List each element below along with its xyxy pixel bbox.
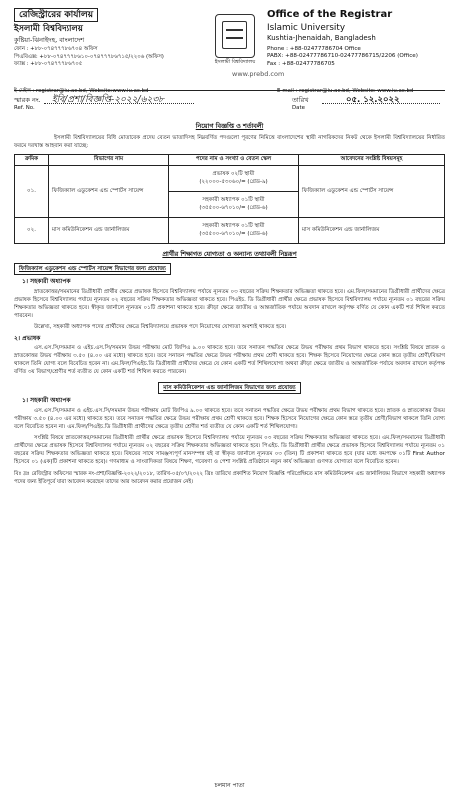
post-name: সহকারী অধ্যাপক ০১টি স্থায়ী bbox=[202, 222, 265, 229]
date-label: তারিখ bbox=[292, 96, 309, 104]
row-subjects: ফিজিক্যাল এডুকেশন এন্ড স্পোর্টস সায়েন্স bbox=[299, 166, 445, 218]
pess-assistant-professor-heading: ১। সহকারী অধ্যাপক bbox=[22, 278, 71, 286]
location-bn: কুষ্টিয়া-ঝিনাইদহ, বাংলাদেশ bbox=[14, 35, 85, 44]
row-department: ফিজিক্যাল এডুকেশন এন্ড স্পোর্টস সায়েন্স bbox=[49, 166, 169, 218]
notice-title: নিয়োগ বিজ্ঞপ্তি ও শর্তাবলী bbox=[195, 123, 264, 130]
pess-note: উল্লেখ্য, সহকারী অধ্যাপক পদের প্রার্থীদের ক্ষেত্রে বিশ্ববিদ্যালয়ে প্রভাষক পদে নিয়োগের যোগ্যতা অবশ্যই থাকতে হবে। bbox=[34, 323, 287, 330]
ref-label: স্মারক নং. bbox=[14, 96, 41, 104]
logo-caption: ইসলামী বিশ্ববিদ্যালয় bbox=[214, 59, 256, 65]
date-value: ০৫. ১২.২০২২ bbox=[346, 95, 400, 105]
col-subjects: আবেদনের সংশ্লিষ্ট বিষয়সমূহ bbox=[299, 155, 445, 166]
university-name-bn: ইসলামী বিশ্ববিদ্যালয় bbox=[14, 24, 83, 35]
ref-number: ইবি/প্রশা/বিজ্ঞপ্তি-২০২২/৬২৩৮ bbox=[52, 95, 165, 105]
post-name: সহকারী অধ্যাপক ০১টি স্থায়ী bbox=[202, 196, 265, 203]
watermark: www.prebd.com bbox=[232, 70, 285, 78]
date-label-en: Date bbox=[292, 105, 305, 111]
qualification-title: প্রার্থীর শিক্ষাগত যোগ্যতা ও অন্যান্য তথ্যাবলী নিম্নরূপ bbox=[162, 251, 297, 259]
table-row bbox=[15, 218, 445, 244]
col-serial: ক্রমিক bbox=[15, 155, 49, 166]
post-scale: (২২০০০-৫৩০৬০/= (গ্রেড-৯) bbox=[199, 178, 268, 185]
fax-bn: ফ্যাক্স : +৮৮-০৭৪৭৭৭৮৬৭০৫ bbox=[14, 60, 83, 67]
row-subjects: মাস কমিউনিকেশন এন্ড জার্নালিজম bbox=[299, 218, 445, 244]
pess-assistant-professor-text: স্নাতকোত্তর/সমমানের ডিগ্রীধারী প্রার্থীর ক্ষেত্রে প্রভাষক হিসেবে বিশ্ববিদ্যালয় পর্যায়ে ন্যূনতম ০৩ বছরের সক্রিয় শিক্ষকতার অভিজ্ঞতা থাকতে হবে। এম.ফিল/সমমানের ডিগ্রীধারী প্রার্থীদের ক্ষেত্রে প্রভাষক হিসেবে বিশ্ববিদ্যালয় পর্যায়ে ন্যূনতম ০২ বছরের সক্রিয় শিক্ষকতার অভিজ্ঞতা থাকতে হবে। পিএইচ. ডি ডিগ্রীধারী প্রার্থীর ক্ষেত্রে প্রভাষক হিসেবে বিশ্ববিদ্যালয় পর্যায়ে ন্যূনতম ০১ বছরের সক্রিয় শিক্ষকতার অভিজ্ঞতা থাকতে হবে। স্বীকৃত জার্নালে ন্যূনতম ০১টি প্রকাশনা থাকতে হবে। ক্রীড়া ক্ষেত্রে জাতীয় ও আন্তর্জাতিক পর্যায়ে অবদান রাখলে কর্তৃপক্ষ বর্ণিত যে কোন একটি শর্ত শিথিল করতে পারবেন। bbox=[14, 288, 445, 319]
ref-label-en: Ref. No. bbox=[14, 105, 35, 111]
continued-label: চলমান পাতা bbox=[214, 782, 245, 789]
col-department: বিভাগের নাম bbox=[49, 155, 169, 166]
university-name-en: Islamic University bbox=[267, 22, 346, 33]
university-logo-icon bbox=[215, 14, 255, 58]
section-pess: ফিজিক্যাল এডুকেশন এন্ড স্পোর্টস সায়েন্স বিভাগের জন্য প্রযোজ্য bbox=[14, 263, 171, 275]
post-name: প্রভাষক ০২টি স্থায়ী bbox=[212, 170, 255, 177]
letterhead-english bbox=[267, 8, 445, 69]
reference-line bbox=[14, 92, 445, 116]
row-post bbox=[169, 218, 299, 244]
footnote: বিঃ দ্রঃ রেজিস্ট্রার অফিসের স্মারক নং-প্রশা/বিজ্ঞপ্তি-২০২২/২০১৮, তারিখ-০৫/০৭/২০২২ খ্রিঃ তারিখে প্রকাশিত নিয়োগ বিজ্ঞপ্তি পরিপ্রেক্ষিতে মাস কমিউনিকেশন এন্ড জার্নালিজম বিভাগে সহকারী অধ্যাপক পদের জন্য ইতিপূর্বে যারা আবেদন করেছেন তাদের আর আবেদন করার প্রয়োজন নেই। bbox=[14, 470, 445, 485]
email-en: E-mail : registrar@iu.ac.bd, Website: www.iu.ac.bd bbox=[277, 88, 414, 94]
row-serial: ০২. bbox=[15, 218, 49, 244]
pabx-bn: পিএবিএক্স: +৮৮-০৭৪৭৭৭৮৬১০-০৭৪৭৭৭৮৬৭১৫/২২০৬ (অফিস) bbox=[14, 53, 164, 60]
section-mcj: মাস কমিউনিকেশন এন্ড জার্নালিজম বিভাগের জন্য প্রযোজ্য bbox=[158, 382, 300, 394]
fax-en: Fax : +88-02477786705 bbox=[267, 61, 335, 68]
pabx-en: PABX: +88-02477786710-02477786715/2206 (Office) bbox=[267, 53, 418, 60]
row-post bbox=[169, 166, 299, 192]
pess-lecturer-heading: ২। প্রভাষক bbox=[14, 334, 41, 342]
phone-bn: ফোন : +৮৮-০৭৪৭৭৭৮৬৭০৪ অফিস bbox=[14, 46, 98, 53]
university-logo-block bbox=[210, 14, 260, 66]
header-rule bbox=[14, 90, 445, 91]
letterhead bbox=[14, 8, 445, 96]
mcj-experience-text: সংশ্লিষ্ট বিষয়ে স্নাতকোত্তর/সমমানের ডিগ্রীধারী প্রার্থীর ক্ষেত্রে প্রভাষক হিসেবে বিশ্ববিদ্যালয় পর্যায়ে ন্যূনতম ০৩ বছরের সক্রিয় শিক্ষকতার অভিজ্ঞতা থাকতে হবে। এম.ফিল/সমমানের ডিগ্রীধারী প্রার্থীদের ক্ষেত্রে প্রভাষক হিসেবে বিশ্ববিদ্যালয় পর্যায়ে ন্যূনতম ০২ বছরের সক্রিয় শিক্ষকতার অভিজ্ঞতা থাকতে হবে। পিএইচ. ডি ডিগ্রীধারী প্রার্থীর ক্ষেত্রে প্রভাষক হিসেবে বিশ্ববিদ্যালয় পর্যায়ে ন্যূনতম ০১ বছরের সক্রিয় শিক্ষকতার অভিজ্ঞতা থাকতে হবে। বিষয়ের সাথে সামঞ্জস্যপূর্ণ মানসম্পন্ন বই বা স্বীকৃত জার্নালে ন্যূনতম ০৩ (তিন) টি প্রকাশনা থাকতে হবে (যার মধ্যে কমপক্ষে ০১টি First Author হিসেবে ০১ (এক)টি প্রকাশনা থাকতে হবে)। গণমাধ্যম ও সাংবাদিকতা বিষয়ে শিক্ষণ, গবেষণা ও পেশা সংশ্লিষ্ট প্রতিষ্ঠানে নতুন কার্য অভিজ্ঞতা গুণগত যোগ্যতা বলে বিবেচিত হবেন। bbox=[14, 435, 445, 465]
posts-table bbox=[14, 154, 445, 244]
row-department: মাস কমিউনিকেশন এন্ড জার্নালিজম bbox=[49, 218, 169, 244]
notice-intro: ইসলামী বিশ্ববিদ্যালয়ের বিধি মোতাবেক প্রদেয় বেতন ভাতাদিসহ নিম্নবর্ণিত পদগুলো পূরণের নিমিত্তে বাংলাদেশের স্থায়ী নাগরিকদের নিকট থেকে ইসলামী বিশ্ববিদ্যালয়ের নির্ধারিত ফরমে দরখাস্ত আহবান করা যাচ্ছে: bbox=[14, 135, 445, 150]
letterhead-bangla bbox=[14, 8, 184, 68]
notice-body bbox=[14, 122, 445, 486]
row-serial: ০১. bbox=[15, 166, 49, 218]
mcj-assistant-professor-heading: ১। সহকারী অধ্যাপক bbox=[22, 397, 71, 405]
row-post bbox=[169, 192, 299, 218]
mcj-requirements-text: এস.এস.সি/সমমান ও এইচ.এস.সি/সমমান উভয় পরীক্ষায় মোট জিপিএ ৯.০০ থাকতে হবে। তবে সনাতন পদ্ধতির ক্ষেত্রে উভয় পরীক্ষায় প্রথম বিভাগ থাকতে হবে। স্নাতক ও স্নাতকোত্তর উভয় পরীক্ষায় ৩.৫০ (৪.০০ এর মধ্যে) থাকতে হবে। তবে সনাতন পদ্ধতির ক্ষেত্রে উভয় পরীক্ষায় প্রথম শ্রেণী থাকতে হবে। শিক্ষক হিসেবে নিয়োগের ক্ষেত্রে কোন স্তরে তৃতীয় শ্রেণী/বিভাগ থাকলে তিনি যোগ্য বলে বিবেচিত হবেন না। এম.ফিল/পিএইচ.ডি ডিগ্রীধারী প্রার্থীদের ক্ষেত্রে তৃতীয় শ্রেণীর শর্ত ব্যতীত যে কোন একটি শর্ত শিথিলযোগ্য। bbox=[14, 408, 445, 431]
office-title-bn: রেজিস্ট্রারের কার্যালয় bbox=[14, 8, 98, 22]
office-title-en: Office of the Registrar bbox=[267, 9, 393, 20]
post-scale: (৩৫৫০০-৬৭০১০/= (গ্রেড-৬) bbox=[199, 230, 268, 237]
pess-lecturer-text: এস.এস.সি/সমমান ও এইচ.এস.সি/সমমান উভয় পরীক্ষায় মোট জিপিএ ৯.০০ থাকতে হবে। তবে সনাতন পদ্ধতির ক্ষেত্রে উভয় পরীক্ষায় প্রথম বিভাগ থাকতে হবে। সংশ্লিষ্ট বিষয়ে স্নাতক ও স্নাতকোত্তর উভয় পরীক্ষায় ৩.৫০ (৪.০০ এর মধ্যে) থাকতে হবে। তবে সনাতন পদ্ধতির ক্ষেত্রে উভয় পরীক্ষায় প্রথম শ্রেণী থাকতে হবে। শিক্ষক হিসেবে নিয়োগের ক্ষেত্রে কোন স্তরে তৃতীয় শ্রেণী/বিভাগ থাকলে তিনি যোগ্য বলে বিবেচিত হবেন না। এম.ফিল/পিএইচ.ডি ডিগ্রীধারী প্রার্থীদের ক্ষেত্রে যে কোন একটি শর্ত শিথিলযোগ্য অথবা ক্রীড়া ক্ষেত্রে জাতীয় ও আন্তর্জাতিক পর্যায়ে অবদান রাখলে কর্তৃপক্ষ বর্ণিত ৩য় বিভাগ/শ্রেণীর শর্ত ব্যতীত যে কোন একটি শর্ত শিথিল করতে পারবেন। bbox=[14, 345, 445, 376]
location-en: Kushtia-Jhenaidah, Bangladesh bbox=[267, 33, 376, 42]
phone-en: Phone : +88-02477786704 Office bbox=[267, 45, 361, 52]
table-row bbox=[15, 166, 445, 192]
post-scale: (৩৫৫০০-৬৭০১০/= (গ্রেড-৬) bbox=[199, 204, 268, 211]
email-bn: ই-মেইল : registrar@iu.ac.bd, Website:www.iu.ac.bd bbox=[14, 88, 149, 94]
col-post: পদের নাম ও সংখ্যা ও বেতন স্কেল bbox=[169, 155, 299, 166]
